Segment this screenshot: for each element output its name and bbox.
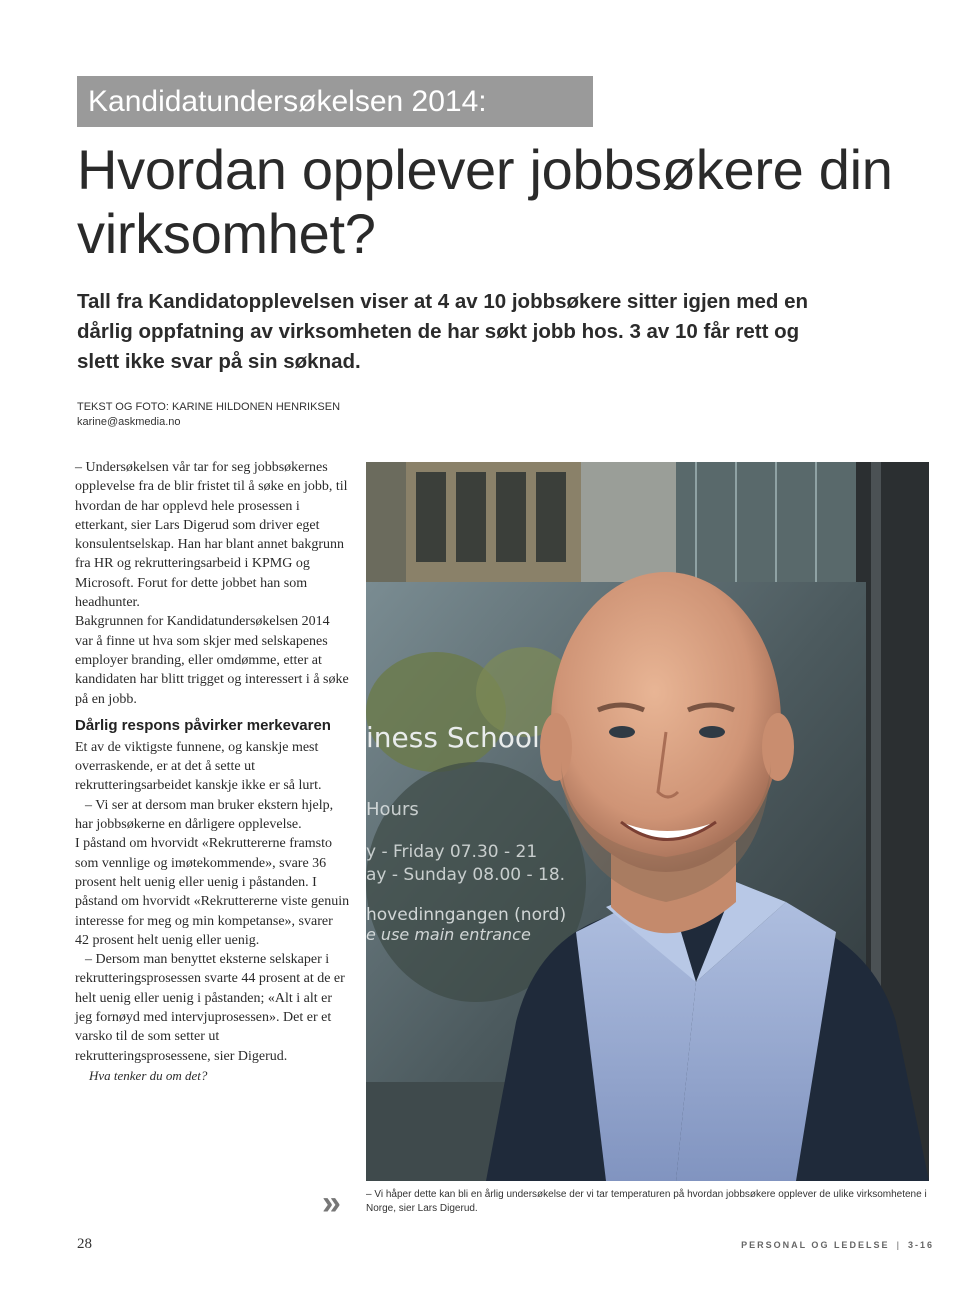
- sign-text: ay - Sunday 08.00 - 18.: [366, 865, 566, 885]
- article-lead: Tall fra Kandidatopplevelsen viser at 4 av 10 jobbsøkere sitter igjen med en dårlig oppfatning av virksomheten de har søkt jobb hos. 3 av 10 får rett og slett ikke svar på sin søknad.: [77, 290, 809, 373]
- footer-separator: |: [896, 1240, 901, 1250]
- body-closing-question: Hva tenker du om det?: [89, 1067, 208, 1083]
- sign-text: iness School: [366, 721, 540, 754]
- portrait-photo: [366, 462, 929, 1181]
- body-paragraph: I påstand om hvorvidt «Rekruttererne framsto som vennlige og imøtekommende», svare 36 prosent helt uenig eller uenig i påstanden. I påstand om hvorvidt «Rekruttererne viste genuin interesse for meg og min kompetanse», svarer 42 prosent helt uenig eller uenig.: [75, 836, 350, 948]
- end-quote-icon: »: [322, 1184, 341, 1222]
- body-paragraph: – Dersom man benyttet eksterne selskaper i rekrutteringsprosessen svarte 44 prosent at de er helt uenig eller uenig i påstanden; «Alt i alt er jeg fornøyd med intervjuprosessen». Det er et varsko til de som setter ut rekrutteringsprosessene, sier Digerud.: [75, 952, 345, 1064]
- publication-footer: [741, 1240, 934, 1250]
- byline-credit: TEKST OG FOTO: KARINE HILDONEN HENRIKSEN: [77, 401, 341, 413]
- byline-email[interactable]: karine@askmedia.no: [77, 416, 181, 428]
- body-paragraph: Et av de viktigste funnene, og kanskje mest overraskende, er at det å sette ut rekrutteringsarbeidet kanskje ikke er så lurt.: [75, 739, 322, 794]
- page-number: 28: [77, 1236, 92, 1252]
- body-paragraph: Bakgrunnen for Kandidatundersøkelsen 2014 var å finne ut hva som skjer med selskapenes employer branding, eller omdømme, etter at kandidaten har blitt trigget og interessert i å søke på en jobb.: [75, 614, 349, 707]
- issue-number: 3-16: [907, 1240, 934, 1250]
- article-kicker: Kandidatundersøkelsen 2014:: [77, 76, 593, 127]
- sign-text: e use main entrance: [366, 925, 531, 944]
- body-paragraph: – Undersøkelsen vår tar for seg jobbsøkernes opplevelse fra de blir fristet til å søke en jobb, til hvordan de har opplevd hele prosessen i etterkant, sier Lars Digerud som driver eget konsulentselskap. Han har blant annet bakgrunn fra HR og rekrutteringsarbeid i KPMG og Microsoft. Forut for dette jobbet han som headhunter.: [75, 460, 348, 611]
- photo-caption: – Vi håper dette kan bli en årlig undersøkelse der vi tar temperaturen på hvordan jobbsøkere opplever de ulike virksomhetene i Norge, sier Lars Digerud.: [366, 1189, 927, 1214]
- body-paragraph: – Vi ser at dersom man bruker ekstern hjelp, har jobbsøkerne en dårligere opplevelse.: [75, 797, 334, 833]
- sign-text: Hours: [366, 799, 419, 820]
- sign-text: hovedinngangen (nord): [366, 905, 567, 925]
- byline: [77, 400, 340, 430]
- article-subhead: Dårlig respons påvirker merkevaren: [75, 716, 331, 734]
- article-body: [75, 458, 350, 1085]
- article-headline: Hvordan opplever jobbsøkere din virksomhet?: [77, 138, 893, 265]
- sign-text: y - Friday 07.30 - 21: [366, 842, 538, 862]
- publication-name: PERSONAL OG LEDELSE: [741, 1240, 890, 1250]
